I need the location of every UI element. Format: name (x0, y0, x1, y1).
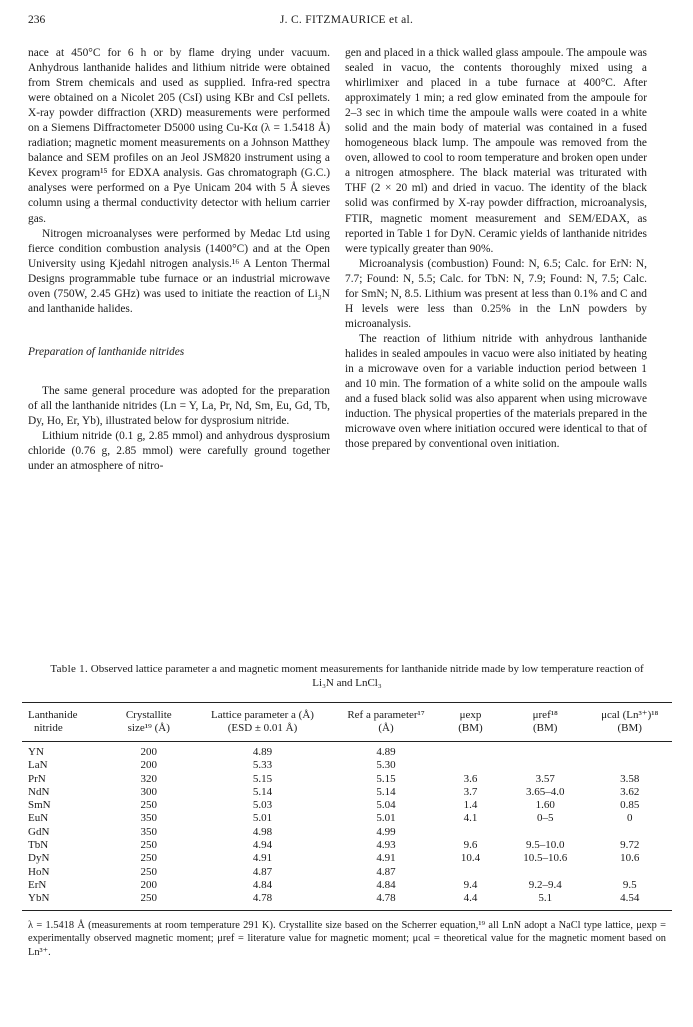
table-cell: 250 (140, 839, 157, 852)
table-cell (588, 742, 673, 759)
table-bottom-rule (22, 910, 672, 911)
table-cell: 350 (140, 825, 157, 838)
table-cell: 350 (140, 812, 157, 825)
table-row (22, 773, 672, 786)
nitride-cell: TbN (28, 839, 49, 852)
nitride-cell: YN (28, 746, 44, 758)
paragraph-ampoule: gen and placed in a thick walled glass ampoule. The ampoule was sealed in vacuo, the contents thoroughly mixed using a whirlimixer and placed in a tube furnace at 400°C. After approximately 1 min; a red glow eminated from the ampoule for 2–3 sec in which time the ampoule walls were coated in a white solid and the main body of material was contained in a fused homogeneous black lump. The ampoule was removed from the oven, allowed to cool to room temperature and broken open under a nitrogen atmosphere. The black material was triturated with THF (2 × 20 ml) and dried in vacuo. The identity of the black solid was confirmed by X-ray powder diffraction, microanalysis, FTIR, magnetic moment measurement and SEM/EDAX, as reported in Table 1 for DyN. Ceramic yields of lanthanide nitrides were typically greater than 90%. (345, 47, 647, 255)
page-header (28, 14, 665, 32)
table-cell: 320 (140, 772, 157, 785)
table-cell: 3.58 (620, 772, 640, 785)
table-cell: 5.15 (252, 772, 273, 785)
table-cell: 4.4 (463, 892, 478, 905)
table-row (22, 812, 672, 825)
nitride-cell: NdN (28, 785, 50, 798)
column-header: μref¹⁸ (BM) (532, 709, 558, 734)
table-cell: 4.91 (376, 852, 396, 865)
table-cell (503, 826, 588, 839)
table-cell: 9.5 (622, 878, 637, 891)
table-cell: 3.57 (535, 772, 555, 785)
table-body (22, 742, 672, 906)
table-cell: 10.5–10.6 (523, 852, 568, 865)
table-cell: 9.4 (463, 878, 478, 891)
table-cell: 200 (140, 878, 157, 891)
table-cell: 5.14 (376, 785, 396, 798)
page-number: 236 (28, 14, 46, 26)
table-row (22, 879, 672, 892)
table-cell: 4.89 (376, 746, 396, 758)
table-cell: 9.6 (463, 839, 478, 852)
table-cell (503, 866, 588, 879)
table-cell: 4.99 (376, 825, 396, 838)
paragraph-microanalyses: Nitrogen microanalyses were performed by Medac Ltd using fierce condition combustion analysis (1400°C) and at the Open University using Kjedahl nitrogen analysis.¹⁶ A Lenton Thermal Designs programmable tube furnace or an industrial microwave oven (750W, 2.45 GHz) was used to initiate the reaction of Li₃N and lanthanide halides. (28, 227, 330, 315)
nitride-cell: SmN (28, 799, 51, 812)
paragraph-microwave: The reaction of lithium nitride with anhydrous lanthanide halides in sealed ampoules in vacuo were also initiated by heating in a microwave oven for a variable induction period between 1 and 10 min. The formation of a white solid on the ampoule walls and a fused black solid was also apparent when using microwave induction. The physical properties of the materials prepared in the microwave oven where initiation occured were identical to that of those prepared by conventional oven initiation. (345, 332, 647, 451)
table-cell: 4.78 (252, 892, 273, 905)
paragraph-general-procedure: The same general procedure was adopted for the preparation of all the lanthanide nitrides (Ln = Y, La, Pr, Nd, Sm, Eu, Gd, Tb, Dy, Ho, Er, Yb), illustrated below for dysprosium nitride. (28, 384, 330, 427)
table-cell: 5.01 (252, 812, 273, 825)
table-cell: 4.89 (252, 746, 273, 758)
table-header-row (22, 703, 672, 737)
table-cell: 250 (140, 799, 157, 812)
table-cell: 3.65–4.0 (526, 785, 565, 798)
table-cell: 10.4 (460, 852, 481, 865)
table-cell: 0.85 (620, 799, 640, 812)
column-header: Ref a parameter¹⁷ (Å) (347, 709, 425, 734)
table-cell: 4.84 (376, 878, 396, 891)
paragraph-combustion: Microanalysis (combustion) Found: N, 6.5; Calc. for ErN: N, 7.7; Found: N, 5.5; Calc. for TbN: N, 7.9; Found: N, 7.5; Calc. for SmN; N, 8.5. Lithium was present at less than 0.1% and C and H levels were less than 0.25% in the LnN powders by microanalysis. (345, 257, 647, 330)
table-cell (438, 742, 503, 759)
table-row (22, 742, 672, 759)
right-column (345, 46, 647, 452)
table-cell (438, 759, 503, 772)
nitride-cell: PrN (28, 772, 46, 785)
nitride-cell: ErN (28, 878, 47, 891)
running-head: J. C. FITZMAURICE et al. (279, 14, 414, 26)
table-cell: 5.33 (252, 759, 273, 772)
table-cell: 4.91 (252, 852, 273, 865)
table-cell: 9.2–9.4 (528, 878, 562, 891)
table-1 (22, 662, 672, 959)
table-row (22, 799, 672, 812)
table-cell (588, 866, 673, 879)
table-row (22, 786, 672, 799)
table-row (22, 852, 672, 865)
table-cell (588, 759, 673, 772)
table-cell (438, 826, 503, 839)
section-title: Preparation of lanthanide nitrides (28, 345, 185, 358)
table-cell (503, 759, 588, 772)
table-cell: 1.4 (463, 799, 478, 812)
table-cell: 5.01 (376, 812, 396, 825)
table-cell (438, 866, 503, 879)
table-cell (503, 742, 588, 759)
table-row (22, 826, 672, 839)
table-cell: 5.14 (252, 785, 273, 798)
paragraph-lithium-nitride: Lithium nitride (0.1 g, 2.85 mmol) and anhydrous dysprosium chloride (0.76 g, 2.85 mmol) were carefully ground together under an atmosphere of nitro- (28, 430, 330, 473)
table-cell: 4.93 (376, 839, 396, 852)
table-cell: 4.78 (376, 892, 396, 905)
table-cell (588, 826, 673, 839)
left-column (28, 46, 330, 474)
table-cell: 9.72 (620, 839, 640, 852)
column-header: Lanthanide nitride (28, 709, 78, 734)
table-caption-text: Observed lattice parameter a and magnetic moment measurements for lanthanide nitride made by low temperature reaction of Li₃N and LnCl₃ (90, 663, 644, 689)
table-row (22, 839, 672, 852)
table-cell: 3.6 (463, 772, 478, 785)
table-caption (22, 662, 672, 690)
nitride-cell: DyN (28, 852, 50, 865)
table-cell: 5.04 (376, 799, 396, 812)
table-cell: 5.1 (538, 892, 553, 905)
table-cell: 200 (140, 759, 157, 772)
table-cell: 200 (140, 746, 157, 758)
table-cell: 4.94 (252, 839, 273, 852)
data-table (22, 703, 672, 906)
nitride-cell: GdN (28, 825, 50, 838)
table-cell: 5.30 (376, 759, 396, 772)
table-cell: 5.03 (252, 799, 273, 812)
nitride-cell: LaN (28, 759, 48, 772)
table-row (22, 892, 672, 905)
table-cell: 250 (140, 865, 157, 878)
table-caption-label: Table 1. (50, 663, 89, 675)
table-cell: 250 (140, 852, 157, 865)
table-cell: 10.6 (620, 852, 640, 865)
table-row (22, 759, 672, 772)
table-cell: 1.60 (535, 799, 555, 812)
table-cell: 4.54 (620, 892, 640, 905)
table-row (22, 866, 672, 879)
table-cell: 300 (140, 785, 157, 798)
table-cell: 3.62 (620, 785, 640, 798)
table-cell: 3.7 (463, 785, 478, 798)
table-cell: 5.15 (376, 772, 396, 785)
column-header: Lattice parameter a (Å) (ESD ± 0.01 Å) (211, 709, 314, 734)
table-cell: 0 (627, 812, 633, 825)
table-cell: 9.5–10.0 (526, 839, 565, 852)
table-cell: 4.98 (252, 825, 273, 838)
table-cell: 4.1 (463, 812, 478, 825)
table-cell: 4.84 (252, 878, 273, 891)
table-cell: 4.87 (252, 865, 273, 878)
table-cell: 250 (140, 892, 157, 905)
column-header: Crystallite size¹⁹ (Å) (125, 709, 172, 734)
column-header: μcal (Ln³⁺)¹⁸ (BM) (601, 709, 659, 734)
table-cell: 4.87 (376, 865, 396, 878)
paragraph-methods: nace at 450°C for 6 h or by flame drying under vacuum. Anhydrous lanthanide halides and lithium nitride were obtained from Strem chemicals and used as supplied. Infra-red spectra were obtained on a Nicolet 205 (CsI) using KBr and CsI pellets. X-ray powder diffraction (XRD) measurements were performed on a Siemens Diffractometer D5000 using Cu-Kα (λ = 1.5418 Å) radiation; magnetic moment measurements on a Johnson Matthey balance and SEM profiles on an Jeol JSM820 instrument using a Kevex program¹⁵ for EDXA analysis. Gas chromatograph (G.C.) analyses were performed on a Pye Unicam 204 with 5 Å sieves column using a thermal conductivity detector with helium carrier gas. (28, 47, 330, 225)
table-cell: 0–5 (537, 812, 554, 825)
nitride-cell: YbN (28, 892, 50, 905)
nitride-cell: EuN (28, 812, 49, 825)
table-footnote: λ = 1.5418 Å (measurements at room temperature 291 K). Crystallite size based on the Scherrer equation,¹⁹ all LnN adopt a NaCl type lattice, μexp = experimentally observed magnetic moment; μref = literature value for magnetic moment; μcal = theoretical value for the magnetic moment based on Ln³⁺. (28, 919, 666, 958)
nitride-cell: HoN (28, 865, 50, 878)
column-header: μexp (BM) (458, 709, 483, 734)
